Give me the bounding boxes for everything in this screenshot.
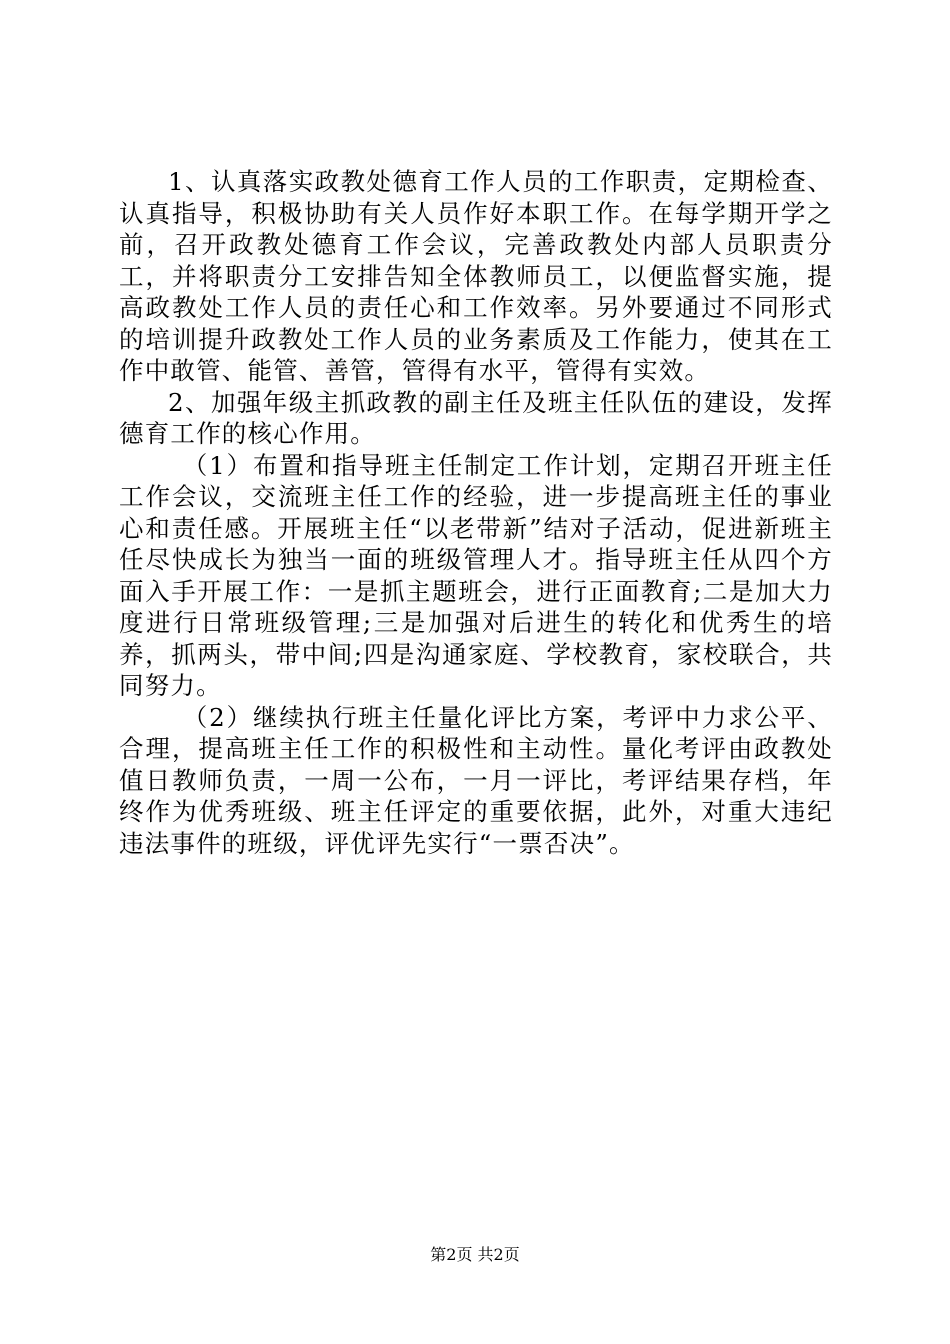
- paragraph-3: （1）布置和指导班主任制定工作计划，定期召开班主任工作会议，交流班主任工作的经验，进一步提高班主任的事业心和责任感。开展班主任“以老带新”结对子活动，促进新班主任尽快成长为独当一面的班级管理人才。指导班主任从四个方面入手开展工作：一是抓主题班会，进行正面教育;二是加大力度进行日常班级管理;三是加强对后进生的转化和优秀生的培养，抓两头，带中间;四是沟通家庭、学校教育，家校联合，共同努力。: [119, 450, 833, 700]
- paragraph-1: 1、认真落实政教处德育工作人员的工作职责，定期检查、认真指导，积极协助有关人员作好本职工作。在每学期开学之前，召开政教处德育工作会议，完善政教处内部人员职责分工，并将职责分工安排告知全体教师员工，以便监督实施，提高政教处工作人员的责任心和工作效率。另外要通过不同形式的培训提升政教处工作人员的业务素质及工作能力，使其在工作中敢管、能管、善管，管得有水平，管得有实效。: [119, 167, 833, 385]
- paragraph-4: （2）继续执行班主任量化评比方案，考评中力求公平、合理，提高班主任工作的积极性和主动性。量化考评由政教处值日教师负责，一周一公布，一月一评比，考评结果存档，年终作为优秀班级、班主任评定的重要依据，此外，对重大违纪违法事件的班级，评优评先实行“一票否决”。: [119, 702, 833, 858]
- page-footer: [0, 1245, 950, 1265]
- paragraph-2: 2、加强年级主抓政教的副主任及班主任队伍的建设，发挥德育工作的核心作用。: [119, 387, 833, 448]
- document-body: [119, 166, 833, 859]
- page-number-label: 第2页 共2页: [430, 1245, 520, 1264]
